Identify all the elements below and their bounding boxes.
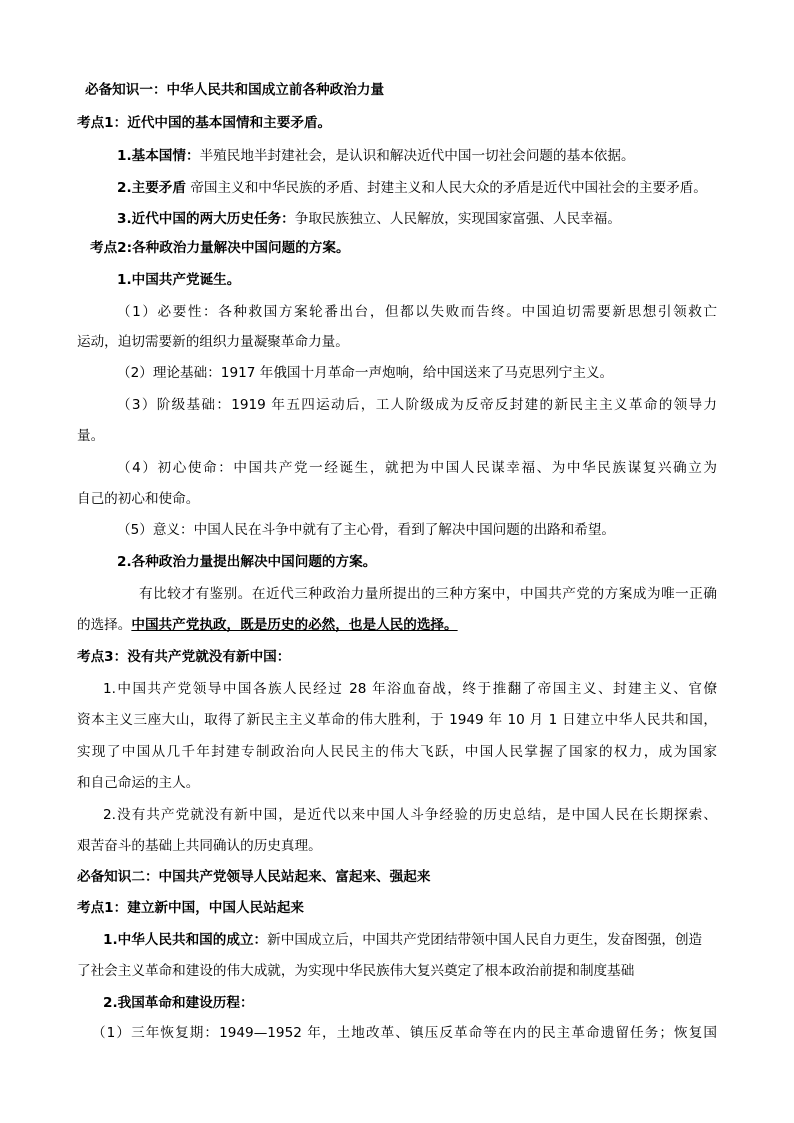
section-heading-2: 必备知识二：中国共产党领导人民站起来、富起来、强起来 [77, 869, 431, 885]
kp1-item-3-text: 争取民族独立、人民解放，实现国家富强、人民幸福。 [294, 211, 621, 227]
s2-item-1-line-1 [103, 930, 702, 950]
kp2-p4-line-1: （4）初心使命：中国共产党一经诞生，就把为中国人民谋幸福、为中华民族谋复兴确立为 [117, 460, 717, 476]
key-point-2-title: 考点2:各种政治力量解决中国问题的方案。 [90, 240, 350, 256]
kp2-p5: （5）意义：中国人民在斗争中就有了主心骨，看到了解决中国问题的出路和希望。 [117, 522, 616, 538]
kp2-p3-line-1: （3）阶级基础：1919 年五四运动后，工人阶级成为反帝反封建的新民主主义革命的领导力 [117, 397, 717, 413]
key-point-3-title: 考点3：没有共产党就没有新中国： [77, 649, 291, 665]
s2-key-point-1-title: 考点1：建立新中国，中国人民站起来 [77, 900, 304, 916]
kp2-s2-line-2-lead: 的选择。 [77, 617, 132, 633]
kp2-p4-line-2: 自己的初心和使命。 [77, 491, 200, 507]
kp3-p1-line-4: 和自己命运的主人。 [77, 775, 200, 791]
s2-item-2-p1: （1）三年恢复期：1949—1952 年，土地改革、镇压反革命等在内的民主革命遗留任务；恢复国 [92, 1025, 717, 1041]
kp2-p3-line-2: 量。 [77, 428, 105, 444]
kp1-item-1-text: 半殖民地半封建社会，是认识和解决近代中国一切社会问题的基本依据。 [199, 148, 635, 164]
kp1-item-1 [117, 146, 635, 166]
key-point-1-title: 考点1：近代中国的基本国情和主要矛盾。 [77, 115, 332, 131]
kp2-p1-line-2: 运动，迫切需要新的组织力量凝聚革命力量。 [77, 334, 349, 350]
s2-item-1-label: 1.中华人民共和国的成立： [103, 932, 268, 948]
kp3-p1-line-1: 1.中国共产党领导中国各族人民经过 28 年浴血奋战，终于推翻了帝国主义、封建主义、官僚 [103, 681, 717, 697]
kp2-subheading-1: 1.中国共产党诞生。 [117, 272, 241, 288]
kp2-subheading-2: 2.各种政治力量提出解决中国问题的方案。 [117, 554, 377, 570]
kp1-item-3 [117, 209, 621, 229]
kp1-item-3-label: 3.近代中国的两大历史任务： [117, 211, 295, 227]
s2-item-1-text: 新中国成立后，中国共产党团结带领中国人民自力更生，发奋图强，创造 [267, 932, 703, 948]
s2-item-1-line-2: 了社会主义革命和建设的伟大成就，为实现中华民族伟大复兴奠定了根本政治前提和制度基础 [77, 963, 635, 979]
kp3-p2-line-2: 艰苦奋斗的基础上共同确认的历史真理。 [77, 838, 322, 854]
kp3-p1-line-3: 实现了中国从几千年封建专制政治向人民民主的伟大飞跃，中国人民掌握了国家的权力，成为国家 [77, 744, 717, 760]
kp1-item-2-text: 帝国主义和中华民族的矛盾、封建主义和人民大众的矛盾是近代中国社会的主要矛盾。 [190, 180, 707, 196]
kp2-p1-line-1: （1）必要性：各种救国方案轮番出台，但都以失败而告终。中国迫切需要新思想引领救亡 [117, 304, 717, 320]
kp3-p2-line-1: 2.没有共产党就没有新中国，是近代以来中国人斗争经验的历史总结，是中国人民在长期探索、 [103, 807, 717, 823]
section-heading-1: 必备知识一：中华人民共和国成立前各种政治力量 [85, 82, 385, 98]
kp2-p2: （2）理论基础：1917 年俄国十月革命一声炮响，给中国送来了马克思列宁主义。 [117, 365, 614, 381]
kp2-s2-line-1: 有比较才有鉴别。在近代三种政治力量所提出的三种方案中，中国共产党的方案成为唯一正确 [139, 586, 717, 602]
kp1-item-2 [117, 178, 707, 198]
s2-item-2-heading: 2.我国革命和建设历程： [103, 995, 254, 1011]
kp3-p1-line-2: 资本主义三座大山，取得了新民主主义革命的伟大胜利，于 1949 年 10 月 1 日建立中华人民共和国， [77, 712, 717, 728]
kp2-s2-conclusion: 中国共产党执政，既是历史的必然，也是人民的选择。 [131, 617, 458, 633]
kp2-s2-line-2 [77, 615, 458, 635]
kp1-item-1-label: 1.基本国情： [117, 148, 200, 164]
kp1-item-2-label: 2.主要矛盾 [117, 180, 186, 196]
